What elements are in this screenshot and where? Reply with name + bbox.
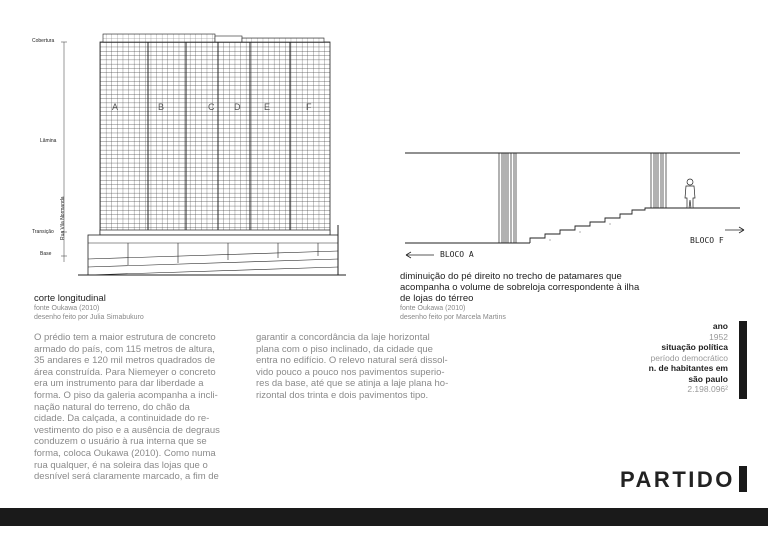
block-letter-d: D — [234, 102, 241, 112]
label-bloco-f: BLOCO F — [690, 236, 724, 245]
body-line: conduzem o usuário à rua interna que se — [34, 436, 207, 448]
body-line: área construída. Para Niemeyer o concreto — [34, 366, 216, 378]
info-habitantes-label-1: n. de habitantes em — [648, 363, 728, 373]
block-letter-f: F — [306, 102, 312, 112]
level-label-cobertura: Cobertura — [32, 38, 55, 44]
label-bloco-a: BLOCO A — [440, 250, 474, 259]
caption-left-title: corte longitudinal — [34, 293, 106, 304]
body-line: nação natural do terreno, do chão da — [34, 401, 190, 413]
arrow-right-icon — [724, 224, 746, 236]
body-line: desnível será claramente marcado, a fim de — [34, 471, 219, 483]
caption-left — [34, 293, 234, 322]
footer-bar — [0, 508, 768, 526]
info-ano-label: ano — [712, 321, 728, 331]
info-situacao-value: período democrático — [650, 352, 728, 363]
caption-right-title-3: de lojas do térreo — [400, 293, 474, 304]
body-line: plana com o piso inclinado, da cidade que — [256, 343, 433, 355]
body-line: era um instrumento para dar liberdade a — [34, 378, 204, 390]
body-line: res da base, até que se atinja a laje plana ho- — [256, 378, 449, 390]
body-line: forma. O piso da galeria acompanha a incli- — [34, 389, 218, 401]
block-letter-c: C — [208, 102, 215, 112]
body-line: O prédio tem a maior estrutura de concreto — [34, 332, 216, 343]
body-line: rua qualquer, é na soleira das lojas que o — [34, 459, 208, 471]
body-line: armado do país, com 115 metros de altura, — [34, 343, 215, 355]
info-situacao-label: situação política — [661, 342, 728, 352]
info-ano-value: 1952 — [709, 331, 728, 342]
longitudinal-section-drawing — [28, 30, 348, 285]
title-accent-bar — [739, 466, 747, 492]
body-line: entra no edifício. O relevo natural será dissol- — [256, 355, 448, 367]
info-accent-bar — [739, 321, 747, 399]
caption-left-credit: desenho feito por Julia Simabukuro — [34, 314, 144, 321]
info-habitantes-label-2: são paulo — [688, 373, 728, 384]
info-habitantes-value: 2.198.096² — [687, 384, 728, 394]
block-letter-e: E — [264, 102, 271, 112]
level-label-lamina: Lâmina — [40, 138, 57, 144]
body-line: 35 andares e 120 mil metros quadrados de — [34, 355, 216, 367]
block-letter-b: B — [158, 102, 165, 112]
body-line: vido pouco a pouco nos pavimentos superio- — [256, 366, 445, 378]
caption-right-credit: desenho feito por Marcela Martins — [400, 314, 506, 321]
page-title: PARTIDO — [620, 467, 735, 492]
arrow-left-icon — [404, 250, 436, 260]
caption-right-source: fonte Oukawa (2010) — [400, 305, 466, 312]
person-figure — [685, 179, 695, 208]
block-letter-a: A — [112, 102, 119, 112]
caption-right-title-2: acompanha o volume de sobreloja correspondente à ilha — [400, 282, 640, 293]
level-label-transicao: Transição — [32, 229, 54, 235]
body-column-1 — [34, 332, 244, 483]
body-line: vestimento do piso e a ausência de degraus — [34, 424, 220, 436]
caption-right — [400, 271, 740, 322]
body-line: garantir a concordância da laje horizontal — [256, 332, 430, 343]
street-label: Rua Vila Normanda — [60, 196, 66, 240]
info-panel — [590, 321, 728, 395]
ground-profile-drawing — [400, 148, 745, 248]
body-line: cidade. Da calçada, a continuidade do re- — [34, 413, 210, 425]
caption-left-source: fonte Oukawa (2010) — [34, 305, 100, 312]
caption-right-title-1: diminuição do pé direito no trecho de patamares que — [400, 271, 622, 282]
body-line: rizontal dos trinta e dois pavimentos tipo. — [256, 389, 429, 401]
level-label-base: Base — [40, 251, 52, 257]
body-column-2 — [256, 332, 462, 402]
body-line: forma, coloca Oukawa (2010). Como numa — [34, 447, 216, 459]
